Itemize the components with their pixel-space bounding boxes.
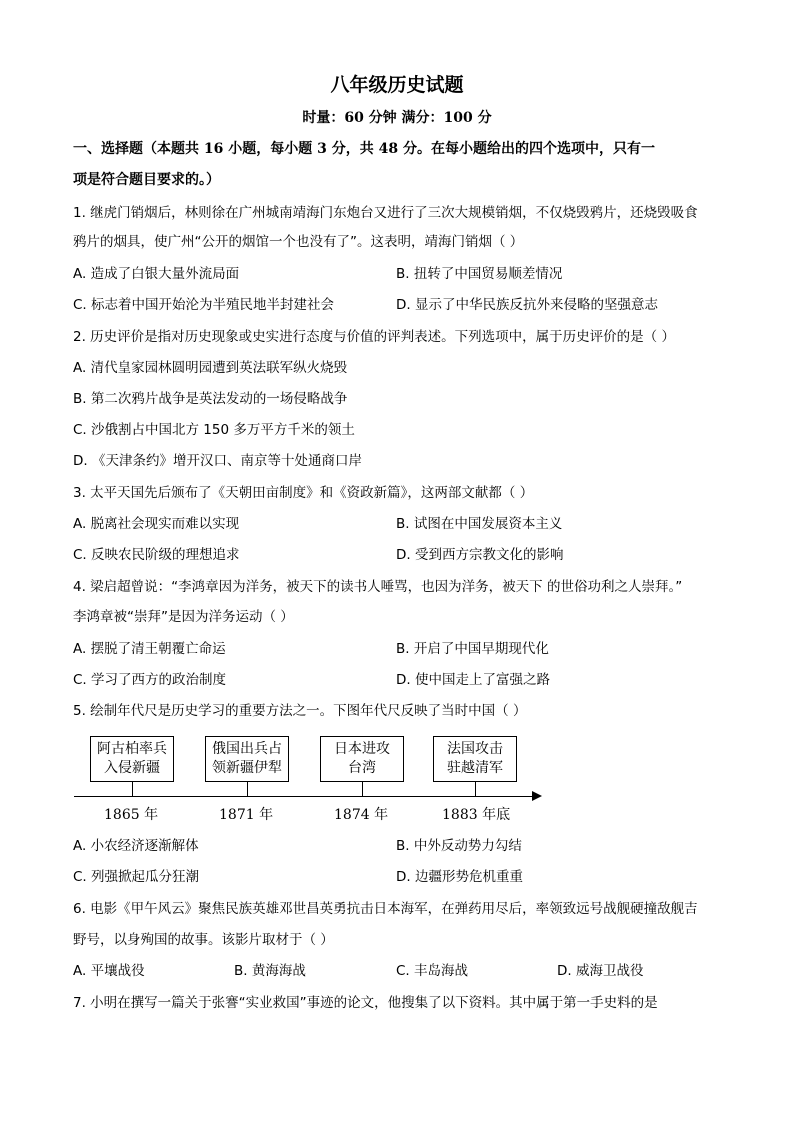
question-3-stem: 3. 太平天国先后颁布了《天朝田亩制度》和《资政新篇》，这两部文献都（ ）	[73, 485, 534, 501]
timeline-connector	[247, 782, 248, 797]
timeline-event-box	[205, 736, 289, 782]
question-5-stem: 5. 绘制年代尺是历史学习的重要方法之一。下图年代尺反映了当时中国（ ）	[73, 703, 527, 719]
q1-option-d: D. 显示了中华民族反抗外来侵略的坚强意志	[396, 297, 658, 313]
timeline-connector	[475, 782, 476, 797]
q1-option-a: A. 造成了白银大量外流局面	[73, 266, 240, 282]
q6-option-c: C. 丰岛海战	[396, 963, 469, 979]
exam-subtitle: 时量：60 分钟 满分：100 分	[302, 110, 492, 126]
q4-option-b: B. 开启了中国早期现代化	[396, 641, 549, 657]
q1-option-b: B. 扭转了中国贸易顺差情况	[396, 266, 563, 282]
q4-option-a: A. 摆脱了清王朝覆亡命运	[73, 641, 226, 657]
timeline-event-box	[90, 736, 174, 782]
q6-option-d: D. 威海卫战役	[557, 963, 644, 979]
q5-option-b: B. 中外反动势力勾结	[396, 838, 522, 854]
section-heading-cont: 项是符合题目要求的。）	[73, 172, 220, 188]
timeline-connector	[132, 782, 133, 797]
q3-option-c: C. 反映农民阶级的理想追求	[73, 547, 240, 563]
timeline-event-text: 驻越清军	[447, 760, 503, 776]
q5-option-a: A. 小农经济逐渐解体	[73, 838, 199, 854]
timeline-year: 1871 年	[219, 807, 274, 823]
exam-title: 八年级历史试题	[330, 74, 464, 96]
question-2-stem: 2. 历史评价是指对历史现象或史实进行态度与价值的评判表述。下列选项中，属于历史评价的是（ ）	[73, 329, 675, 345]
timeline-axis	[74, 796, 536, 797]
timeline-event-text: 台湾	[348, 760, 376, 776]
timeline-event-box	[433, 736, 517, 782]
timeline-event-text: 俄国出兵占	[212, 741, 282, 757]
timeline-year: 1883 年底	[442, 807, 511, 823]
q2-option-b: B. 第二次鸦片战争是英法发动的一场侵略战争	[73, 391, 348, 407]
timeline-event-text: 入侵新疆	[104, 760, 160, 776]
timeline-year: 1865 年	[104, 807, 159, 823]
question-1-stem: 1. 继虎门销烟后，林则徐在广州城南靖海门东炮台又进行了三次大规模销烟，不仅烧毁鸦片，还烧毁吸食	[73, 205, 698, 221]
timeline-event-text: 法国攻击	[447, 741, 503, 757]
q6-option-b: B. 黄海海战	[234, 963, 306, 979]
q3-option-a: A. 脱离社会现实而难以实现	[73, 516, 240, 532]
q5-option-c: C. 列强掀起瓜分狂潮	[73, 869, 200, 885]
q5-option-d: D. 边疆形势危机重重	[396, 869, 523, 885]
section-heading: 一、选择题（本题共 16 小题，每小题 3 分，共 48 分。在每小题给出的四个选项中，只有一	[73, 141, 655, 157]
question-4-stem-cont: 李鸿章被“崇拜”是因为洋务运动（ ）	[73, 609, 294, 625]
q3-option-b: B. 试图在中国发展资本主义	[396, 516, 563, 532]
timeline-year: 1874 年	[334, 807, 389, 823]
timeline-event-text: 日本进攻	[334, 741, 390, 757]
timeline-connector	[362, 782, 363, 797]
question-1-stem-cont: 鸦片的烟具，使广州“公开的烟馆一个也没有了”。这表明，靖海门销烟（ ）	[73, 234, 524, 250]
q6-option-a: A. 平壤战役	[73, 963, 145, 979]
q1-option-c: C. 标志着中国开始沦为半殖民地半封建社会	[73, 297, 335, 313]
arrow-right-icon	[532, 791, 542, 801]
question-4-stem: 4. 梁启超曾说：“李鸿章因为洋务，被天下的读书人唾骂，也因为洋务，被天下 的世俗功利之人崇拜。”	[73, 579, 683, 595]
question-6-stem: 6. 电影《甲午风云》聚焦民族英雄邓世昌英勇抗击日本海军，在弹药用尽后，率领致远号战舰硬撞敌舰吉	[73, 901, 698, 917]
timeline-event-text: 阿古柏率兵	[97, 741, 167, 757]
timeline-event-box	[320, 736, 404, 782]
timeline-event-text: 领新疆伊犁	[212, 760, 282, 776]
q4-option-c: C. 学习了西方的政治制度	[73, 672, 227, 688]
question-6-stem-cont: 野号，以身殉国的故事。该影片取材于（ ）	[73, 932, 334, 948]
q2-option-d: D. 《天津条约》增开汉口、南京等十处通商口岸	[73, 453, 362, 469]
q4-option-d: D. 使中国走上了富强之路	[396, 672, 550, 688]
timeline-figure	[70, 732, 550, 832]
q3-option-d: D. 受到西方宗教文化的影响	[396, 547, 564, 563]
q2-option-a: A. 清代皇家园林圆明园遭到英法联军纵火烧毁	[73, 360, 348, 376]
question-7-stem: 7. 小明在撰写一篇关于张謇“实业救国”事迹的论文，他搜集了以下资料。其中属于第一手史料的是	[73, 995, 658, 1011]
q2-option-c: C. 沙俄割占中国北方 150 多万平方千米的领土	[73, 422, 355, 438]
